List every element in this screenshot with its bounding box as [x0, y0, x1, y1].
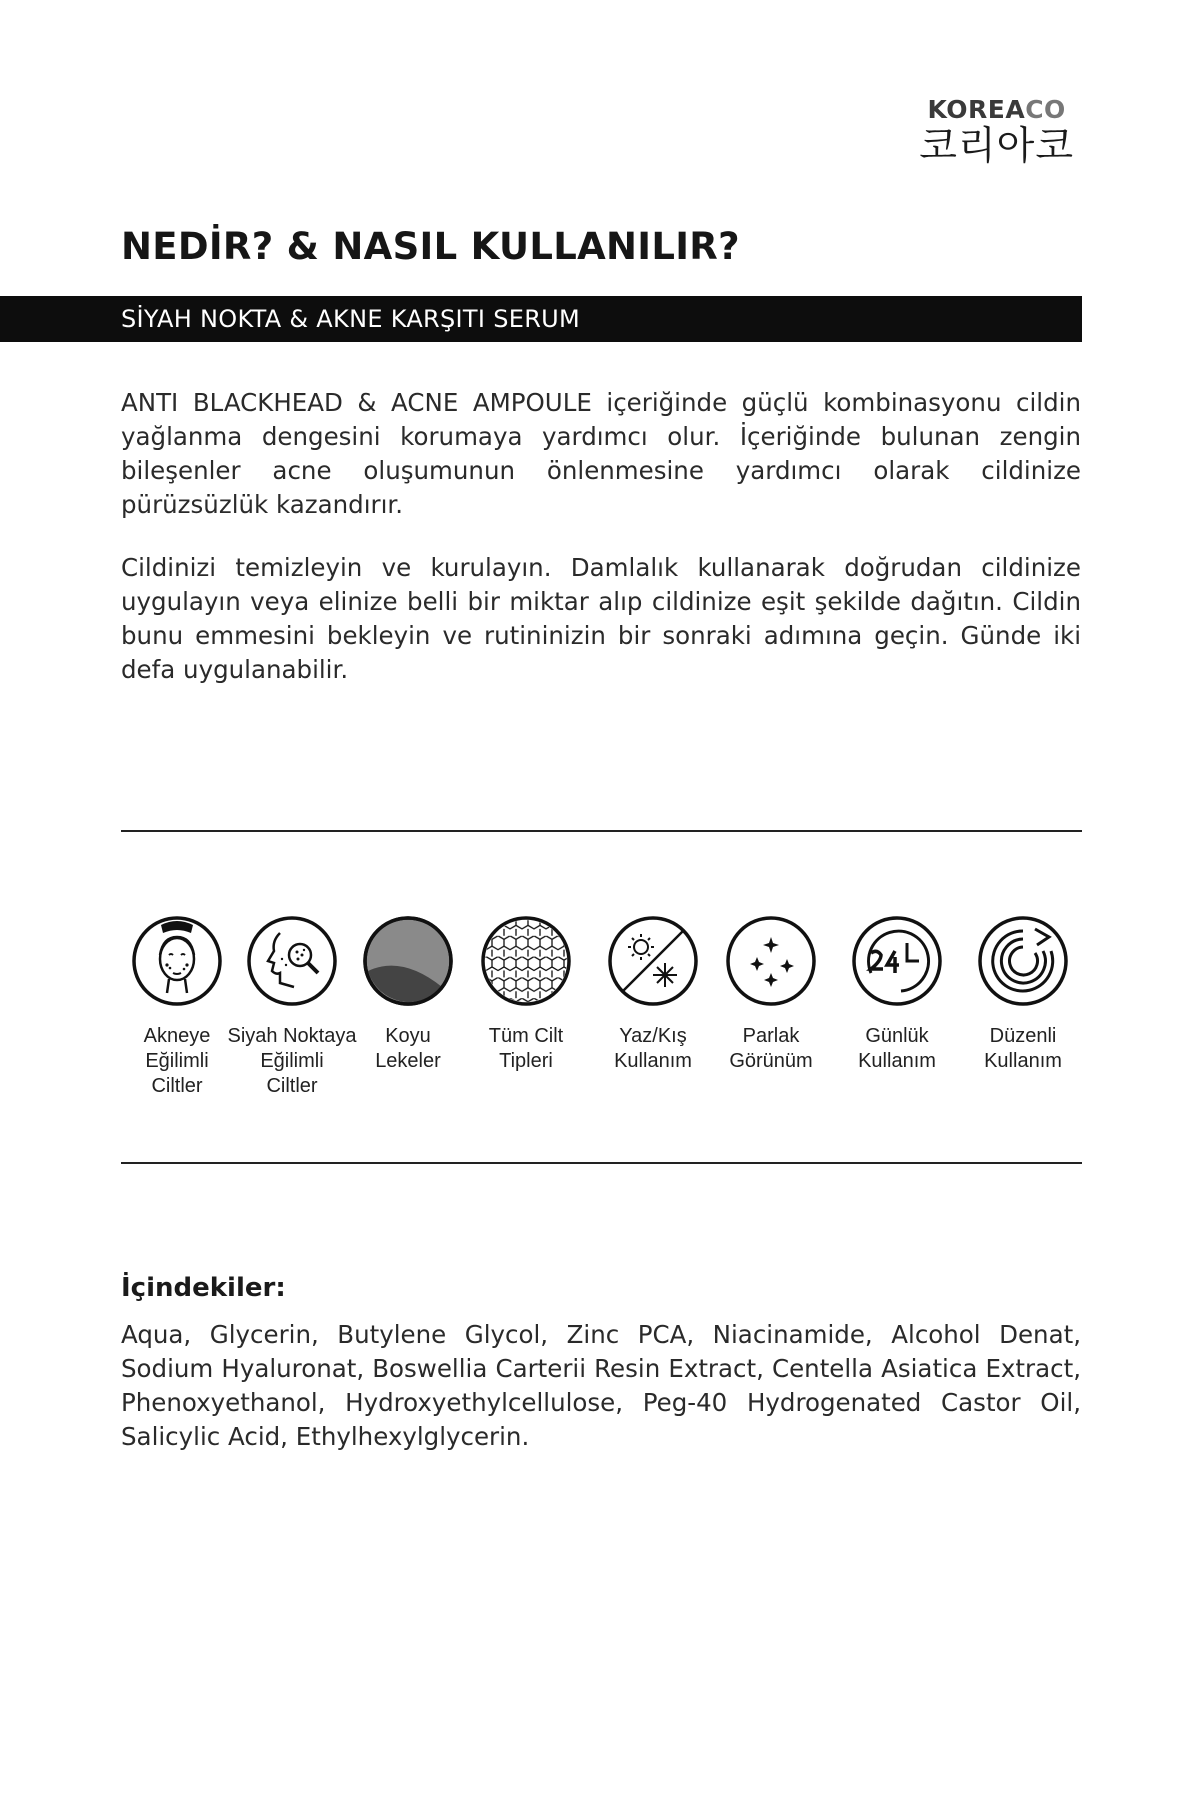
- feature-all-skin-types: [461, 915, 591, 1074]
- feature-summer-winter: [588, 915, 718, 1074]
- usage-paragraph: Cildinizi temizleyin ve kurulayın. Damlalık kullanarak doğrudan cildinize uygulayın veya elinize belli bir miktar alıp cildinize eşit şekilde dağıtın. Cildin bunu emmesini bekleyin ve rutininizin bir sonraki adımına geçin. Günde iki defa uygulanabilir.: [121, 553, 1081, 684]
- feature-dark-spots: [343, 915, 473, 1074]
- brand-name-main: KOREA: [927, 95, 1026, 124]
- description-paragraph: ANTI BLACKHEAD & ACNE AMPOULE içeriğinde güçlü kombinasyonu cildin yağlanma dengesini korumaya yardımcı olur. İçeriğinde bulunan zengin bileşenler acne oluşumunun önlenmesine yardımcı olarak cildinize pürüzsüzlük kazandırır.: [121, 388, 1081, 519]
- feature-glow: [706, 915, 836, 1074]
- subtitle-bar: [0, 296, 1082, 342]
- face-acne-icon: [131, 915, 223, 1007]
- blackhead-magnifier-icon: [246, 915, 338, 1007]
- dark-spot-icon: [362, 915, 454, 1007]
- brand-name-suffix: CO: [1025, 95, 1066, 124]
- page-title: NEDİR? & NASIL KULLANILIR?: [121, 225, 740, 268]
- sun-snowflake-icon: [607, 915, 699, 1007]
- sparkle-icon: [725, 915, 817, 1007]
- divider-top: [121, 830, 1082, 832]
- ingredients-title: İçindekiler:: [121, 1273, 286, 1303]
- ingredients-text: Aqua, Glycerin, Butylene Glycol, Zinc PCA, Niacinamide, Alcohol Denat, Sodium Hyaluronat, Boswellia Carterii Resin Extract, Centella Asiatica Extract, Phenoxyethanol, Hydroxyethylcellulose, Peg-40 Hydrogenated Castor Oil, Salicylic Acid, Ethylhexylglycerin.: [121, 1320, 1081, 1451]
- divider-bottom: [121, 1162, 1082, 1164]
- feature-label: Günlük Kullanım: [858, 1025, 936, 1072]
- feature-label: Akneye Eğilimli Ciltler: [143, 1025, 211, 1097]
- feature-daily-use: [832, 915, 962, 1074]
- honeycomb-icon: [480, 915, 572, 1007]
- feature-label: Siyah Noktaya Eğilimli Ciltler: [227, 1025, 357, 1097]
- feature-regular-use: [958, 915, 1088, 1074]
- feature-acne-prone: [112, 915, 242, 1099]
- feature-label: Parlak Görünüm: [729, 1025, 813, 1072]
- feature-icons: [120, 915, 1084, 1115]
- brand-name: [919, 95, 1074, 125]
- feature-blackhead-prone: [227, 915, 357, 1099]
- brand-name-korean: 코리아코: [919, 124, 1074, 169]
- clock-24-icon: [851, 915, 943, 1007]
- feature-label: Tüm Cilt Tipleri: [488, 1025, 564, 1072]
- cycle-arrow-icon: [977, 915, 1069, 1007]
- brand-logo: [919, 95, 1074, 169]
- feature-label: Düzenli Kullanım: [984, 1025, 1062, 1072]
- product-subtitle: SİYAH NOKTA & AKNE KARŞITI SERUM: [121, 305, 581, 333]
- feature-label: Koyu Lekeler: [375, 1025, 441, 1072]
- feature-label: Yaz/Kış Kullanım: [614, 1025, 692, 1072]
